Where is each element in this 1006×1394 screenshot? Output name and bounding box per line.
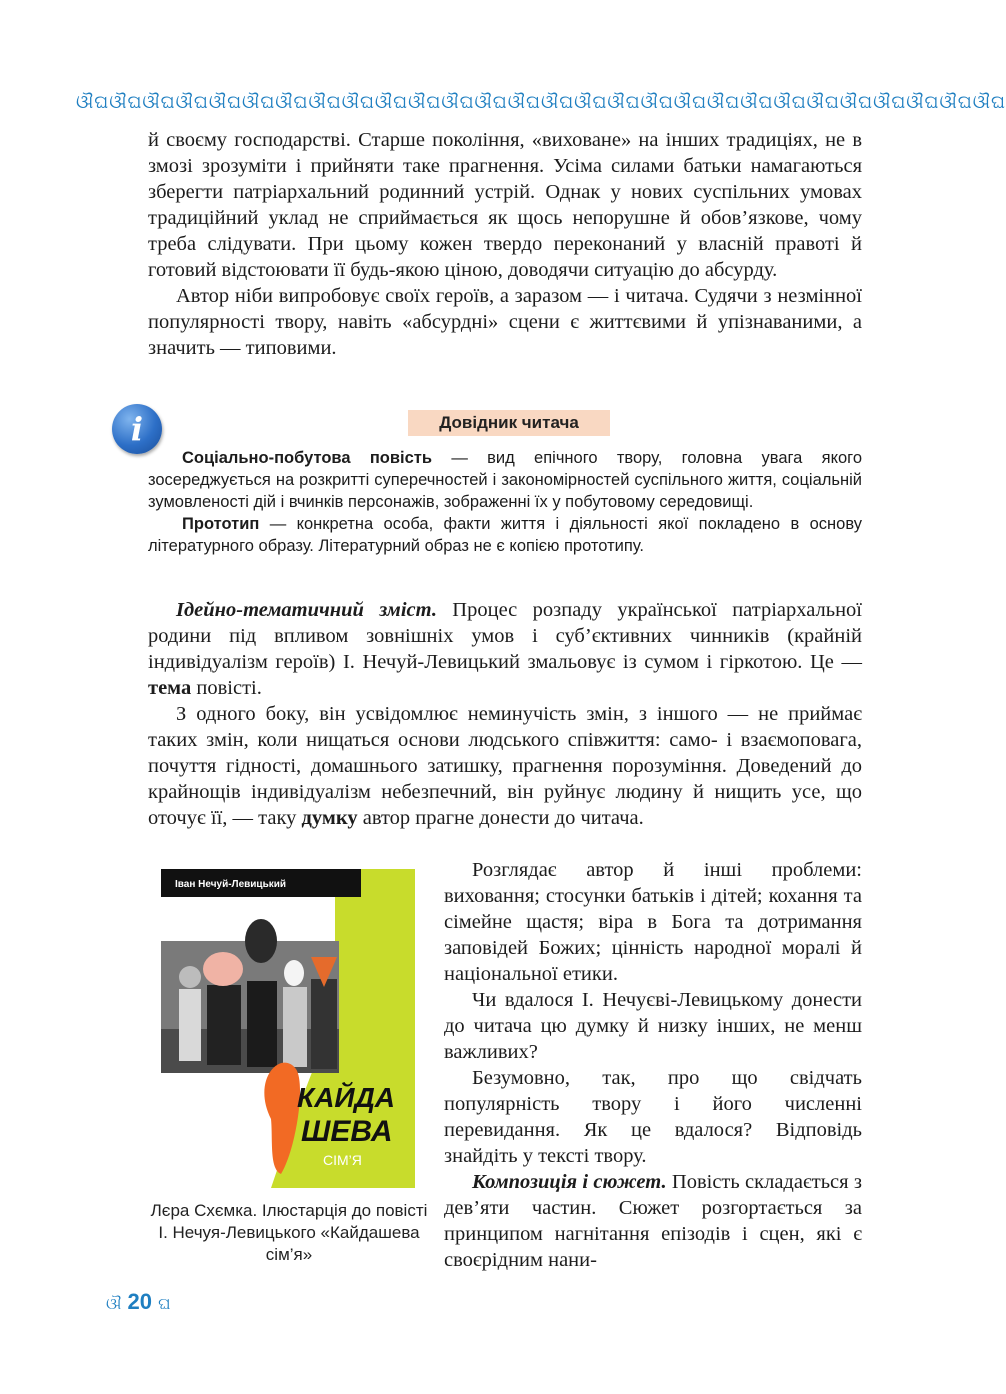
ideas-paragraph-1 (148, 597, 862, 701)
reference-definition-2 (148, 513, 862, 557)
ideas-p2-end: автор прагне донести до читача. (357, 807, 644, 829)
page-ornament-right: ଘ (158, 1294, 171, 1313)
info-icon: i (112, 404, 162, 454)
right-paragraph-1: Розглядає автор й інші проблеми: виховання; стосунки батьків і дітей; кохання та сімейне щастя; віра в Бога та дотримання заповідей Божих; цінність народної моралі й національної етики. (444, 859, 862, 985)
child-figure-2 (207, 985, 241, 1065)
right-paragraph-4 (444, 1169, 862, 1273)
book-cover-art (161, 869, 415, 1188)
reference-term-2: Прототип (182, 515, 260, 533)
ideas-p1-text: Процес розпаду української патріархальної родини під впливом зовнішніх умов і суб’єктивних чинників (крайній індивідуалізм героїв) І. Нечуй-Левицький змальовує із сумом і гіркотою. Це — (148, 599, 862, 673)
book-title-line-1: КАЙДА (297, 1082, 396, 1113)
ideas-paragraph-2 (148, 701, 862, 831)
ideas-p2-text: З одного боку, він усвідомлює неминучість змін, з іншого — не приймає таких змін, коли нищаться основи людського співжиття: само- і взаємоповага, почуття гідності, домашнього затишку, прагнення порозуміння. Доведений до крайнощів індивідуалізм небезпечний, він руйнує людину й нищить усе, що оточує її, — таку (148, 703, 862, 829)
reference-definition-1 (148, 447, 862, 513)
reference-def-1: — вид епічного твору, головна увага якого зосереджується на розкритті суперечностей і закономірностей суспільного життя, соціальній зумовленості дій і вчинків персонажів, зображенні їх у побутовому середовищі. (148, 449, 862, 511)
top-ornament: ଔଘଔଘଔଘଔଘଔଘଔଘଔଘଔଘଔଘଔଘଔଘଔଘଔଘଔଘଔଘଔଘଔଘଔଘଔଘଔଘଔଘଔଘଔଘଔଘଔଘଔଘଔଘଔଘ (76, 92, 1006, 113)
book-author: Іван Нечуй-Левицький (175, 879, 287, 890)
ideas-p1-end: повісті. (191, 677, 262, 699)
ideas-text (148, 597, 862, 831)
right-paragraph-2: Чи вдалося І. Нечуєві-Левицькому донести до читача цю думку й низку інших, не менш важливих? (444, 989, 862, 1063)
intro-paragraph-2: Автор ніби випробовує своїх героїв, а заразом — і читача. Судячи з незмінної популярності твору, навіть «абсурдні» сцени є життєвими й упізнаваними, а значить — типовими. (148, 285, 862, 359)
book-title-line-3: СІМ’Я (323, 1152, 362, 1168)
child-head-1 (179, 966, 201, 988)
composition-heading: Композиція і сюжет. (472, 1171, 667, 1193)
reference-term-1: Соціально-побутова повість (182, 449, 432, 467)
goat-mask (245, 919, 277, 963)
child-figure-4 (311, 979, 337, 1069)
child-figure-3 (283, 987, 307, 1067)
image-caption: Лєра Схємка. Ілюстарція до повісті І. Нечуя-Левицького «Кайдашева сім’я» (150, 1201, 428, 1264)
page-ornament-left: ଔ (106, 1294, 122, 1313)
reference-title: Довідник читача (408, 410, 610, 436)
reference-definitions (148, 447, 862, 557)
right-paragraph-3: Безумовно, так, про що свідчать популярність твору і його численні перевидання. Як це вдалося? Відповідь знайдіть у тексті твору. (444, 1067, 862, 1167)
theme-term: тема (148, 677, 192, 699)
reference-def-2: — конкретна особа, факти життя і діяльності якої покладено в основу літературного образу. Літературний образ не є копією прототипу. (148, 515, 862, 555)
intro-paragraph-1: й своєму господарстві. Старше покоління, «виховане» на інших традиціях, не в змозі зрозуміти і прийняти таке прагнення. Усіма силами батьки намагаються зберегти патріархальний родинний устрій. Однак у нових суспільних умовах традиційний уклад не сприймається як щось непорушне й обов’язкове, чому треба слідувати. При цьому кожен твердо переконаний у власній правоті й готовий відстоювати її будь-якою ціною, доводячи ситуацію до абсурду. (148, 129, 862, 281)
adult-figure (247, 981, 277, 1067)
right-column-text (444, 857, 862, 1273)
book-cover-image (161, 869, 415, 1188)
intro-text (148, 127, 862, 361)
idea-term: думку (301, 807, 358, 829)
rabbit-mask (284, 960, 304, 986)
composition-text: Повість складається з дев’яти частин. Сюжет розгортається за принципом нагнітання епізодів і сцен, які є своєрідним нани- (444, 1171, 862, 1271)
ideas-heading: Ідейно-тематичний зміст. (176, 599, 437, 621)
pig-mask (203, 952, 243, 986)
page-number-block (106, 1289, 171, 1315)
page-number: 20 (127, 1289, 152, 1314)
book-title-line-2: ШЕВА (301, 1115, 393, 1148)
child-figure-1 (179, 989, 201, 1061)
